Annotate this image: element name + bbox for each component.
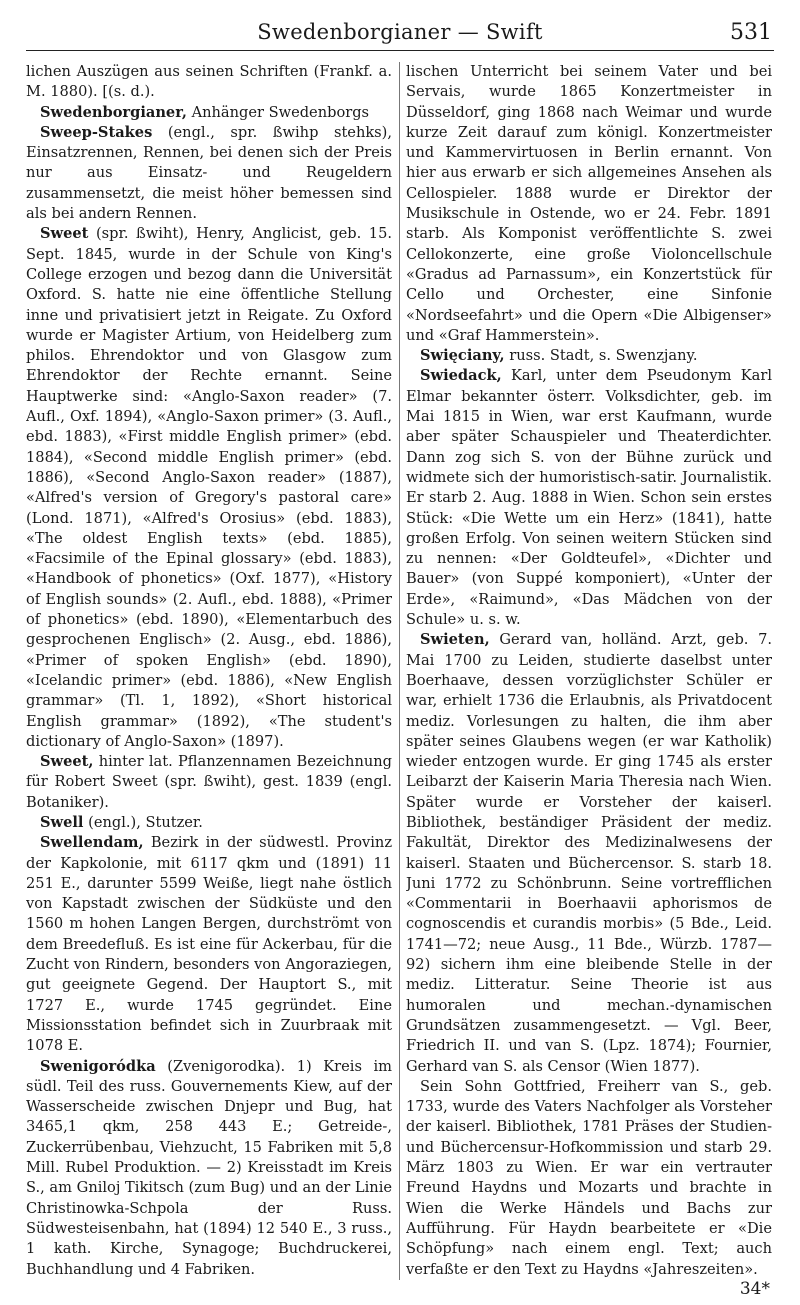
entry-text: lichen Auszügen aus seinen Schriften (Frankf. a. M. 1880). [(s. d.). <box>26 63 392 101</box>
page-number: 531 <box>730 19 772 45</box>
running-header <box>26 14 774 51</box>
column-divider <box>399 62 400 1280</box>
entry-headword: Swellendam, <box>40 834 144 852</box>
entry-text: Sein Sohn Gottfried, Freiherr van S., geb. 1733, wurde des Vaters Nachfolger als Vorsteher der kaiserl. Bibliothek, 1781 Präses der Studien- und Büchercensur-Hofkommission und starb 29. März 1803 zu Wien. Er war ein vertrauter Freund Haydns und Mozarts und brachte in Wien die Werke Händels und Bachs zur Aufführung. Für Haydn bearbeitete er «Die Schöpfung» nach einem engl. Text; auch verfaßte er den Text zu Haydns «Jahreszeiten». <box>406 1077 772 1278</box>
entry-text: russ. Stadt, s. Swenzjany. <box>509 347 698 365</box>
entry <box>406 1077 772 1280</box>
entry-text: Bezirk in der südwestl. Provinz der Kapkolonie, mit 6117 qkm und (1891) 11 251 E., darunter 5599 Weiße, liegt nahe östlich von Kapstadt zwischen der Südküste und den 1560 m hohen Langen Bergen, durchströmt von dem Breedefluß. Es ist eine für Ackerbau, für die Zucht von Rindern, besonders von Angoraziegen, gut geeignete Gegend. Der Hauptort S., mit 1727 E., wurde 1745 gegründet. Eine Missionsstation befindet sich in Zuurbraak mit 1078 E. <box>26 834 392 1055</box>
entry-headword: Sweet <box>40 225 89 243</box>
right-column <box>406 62 772 1280</box>
entry <box>26 1057 392 1280</box>
entry-text: Anhänger Swedenborgs <box>191 103 370 121</box>
left-column <box>26 62 392 1280</box>
entry <box>26 103 392 123</box>
signature-mark: 34* <box>739 1279 770 1299</box>
entry-text: Gerard van, holländ. Arzt, geb. 7. Mai 1700 zu Leiden, studierte daselbst unter Boerhaave, dessen vorzüglichster Schüler er war, erhielt 1736 die Erlaubnis, als Privatdocent mediz. Vorlesungen zu halten, die ihm aber später seines Glaubens wegen (er war Katholik) wieder entzogen wurde. Er ging 1745 als erster Leibarzt der Kaiserin Maria Theresia nach Wien. Später wurde er Vorsteher der kaiserl. Bibliothek, beständiger Präsident der mediz. Fakultät, Direktor des Medizinalwesens der kaiserl. Staaten und Büchercensor. S. starb 18. Juni 1772 zu Schönbrunn. Seine vortrefflichen «Commentarii in Boerhaavii aphorismos de cognoscendis et curandis morbis» (5 Bde., Leid. 1741—72; neue Ausg., 11 Bde., Würzb. 1787—92) sichern ihm eine bleibende Stelle in der mediz. Litteratur. Seine Theorie ist aus humoralen und mechan.-dynamischen Grundsätzen zusammengesetzt. — Vgl. Beer, Friedrich II. und van S. (Lpz. 1874); Fournier, Gerhard van S. als Censor (Wien 1877). <box>406 631 772 1075</box>
entry-headword: Swedenborgianer, <box>40 103 187 121</box>
entry <box>26 833 392 1056</box>
entry-text: lischen Unterricht bei seinem Vater und bei Servais, wurde 1865 Konzertmeister in Düsseldorf, ging 1868 nach Weimar und wurde kurze Zeit darauf zum königl. Konzertmeister und Kammervirtuosen in Berlin ernannt. Von hier aus erwarb er sich allgemeines Ansehen als Cellospieler. 1888 wurde er Direktor der Musikschule in Ostende, wo er 24. Febr. 1891 starb. Als Komponist veröffentlichte S. zwei Cellokonzerte, eine große Violoncellschule «Gradus ad Parnassum», ein Konzertstück für Cello und Orchester, eine Sinfonie «Nordseefahrt» und die Opern «Die Albigenser» und «Graf Hammerstein». <box>406 63 772 344</box>
entry <box>406 630 772 1077</box>
entry <box>26 224 392 752</box>
entry-headword: Swenigoródka <box>40 1057 156 1075</box>
entry-text: (Zvenigorodka). 1) Kreis im südl. Teil des russ. Gouvernements Kiew, auf der Wasserscheide zwischen Dnjepr und Bug, hat 3465,1 qkm, 258 443 E.; Getreide-, Zuckerrübenbau, Viehzucht, 15 Fabriken mit 5,8 Mill. Rubel Produktion. — 2) Kreisstadt im Kreis S., am Gniloj Tikitsch (zum Bug) und an der Linie Christinowka-Schpola der Russ. Südwesteisenbahn, hat (1894) 12 540 E., 3 russ., 1 kath. Kirche, Synagoge; Buchdruckerei, Buchhandlung und 4 Fabriken. <box>26 1057 392 1278</box>
entry-text: Karl, unter dem Pseudonym Karl Elmar bekannter österr. Volksdichter, geb. im Mai 1815 in Wien, war erst Kaufmann, wurde aber später Schauspieler und Theaterdichter. Dann zog sich S. von der Bühne zurück und widmete sich der humoristisch-satir. Journalistik. Er starb 2. Aug. 1888 in Wien. Schon sein erstes Stück: «Die Wette um ein Herz» (1841), hatte großen Erfolg. Von seinen weitern Stücken sind zu nennen: «Der Goldteufel», «Dichter und Bauer» (von Suppé komponiert), «Unter der Erde», «Raimund», «Das Mädchen von der Schule» u. s. w. <box>406 367 772 629</box>
entry <box>406 366 772 630</box>
entry <box>26 813 392 833</box>
entry-text: (spr. ßwiht), Henry, Anglicist, geb. 15. Sept. 1845, wurde in der Schule von King's College erzogen und bezog dann die Universität Oxford. S. hatte nie eine öffentliche Stellung inne und privatisiert jetzt in Reigate. Zu Oxford wurde er Magister Artium, von Heidelberg zum philos. Ehrendoktor und von Glasgow zum Ehrendoktor der Rechte ernannt. Seine Hauptwerke sind: «Anglo-Saxon reader» (7. Aufl., Oxf. 1894), «Anglo-Saxon primer» (3. Aufl., ebd. 1883), «First middle English primer» (ebd. 1884), «Second middle English primer» (ebd. 1886), «Second Anglo-Saxon reader» (1887), «Alfred's version of Gregory's pastoral care» (Lond. 1871), «Alfred's Orosius» (ebd. 1883), «The oldest English texts» (ebd. 1885), «Facsimile of the Epinal glossary» (ebd. 1883), «Handbook of phonetics» (Oxf. 1877), «History of English sounds» (2. Aufl., ebd. 1888), «Primer of phonetics» (ebd. 1890), «Elementarbuch des gesprochenen Englisch» (2. Ausg., ebd. 1886), «Primer of spoken English» (ebd. 1890), «Icelandic primer» (ebd. 1886), «New English grammar» (Tl. 1, 1892), «Short historical English grammar» (1892), «The student's dictionary of Anglo-Saxon» (1897). <box>26 225 392 750</box>
entry-text: (engl.), Stutzer. <box>88 813 203 831</box>
entry <box>406 62 772 346</box>
header-title: Swedenborgianer — Swift <box>257 20 543 44</box>
entry <box>26 62 392 103</box>
entry <box>406 346 772 366</box>
entry-headword: Sweep-Stakes <box>40 123 153 141</box>
entry <box>26 752 392 813</box>
entry-headword: Sweet, <box>40 753 94 771</box>
entry-text: hinter lat. Pflanzennamen Bezeichnung für Robert Sweet (spr. ßwiht), gest. 1839 (engl. Botaniker). <box>26 753 392 811</box>
entry-headword: Swiedack, <box>420 367 502 385</box>
entry-headword: Swięciany, <box>420 347 505 365</box>
entry <box>26 123 392 224</box>
entry-headword: Swell <box>40 813 84 831</box>
entry-headword: Swieten, <box>420 631 490 649</box>
entry-text: (engl., spr. ßwihp stehks), Einsatzrennen, Rennen, bei denen sich der Preis nur aus Einsatz- und Reugeldern zusammensetzt, die meist höher bemessen sind als bei andern Rennen. <box>26 123 392 223</box>
